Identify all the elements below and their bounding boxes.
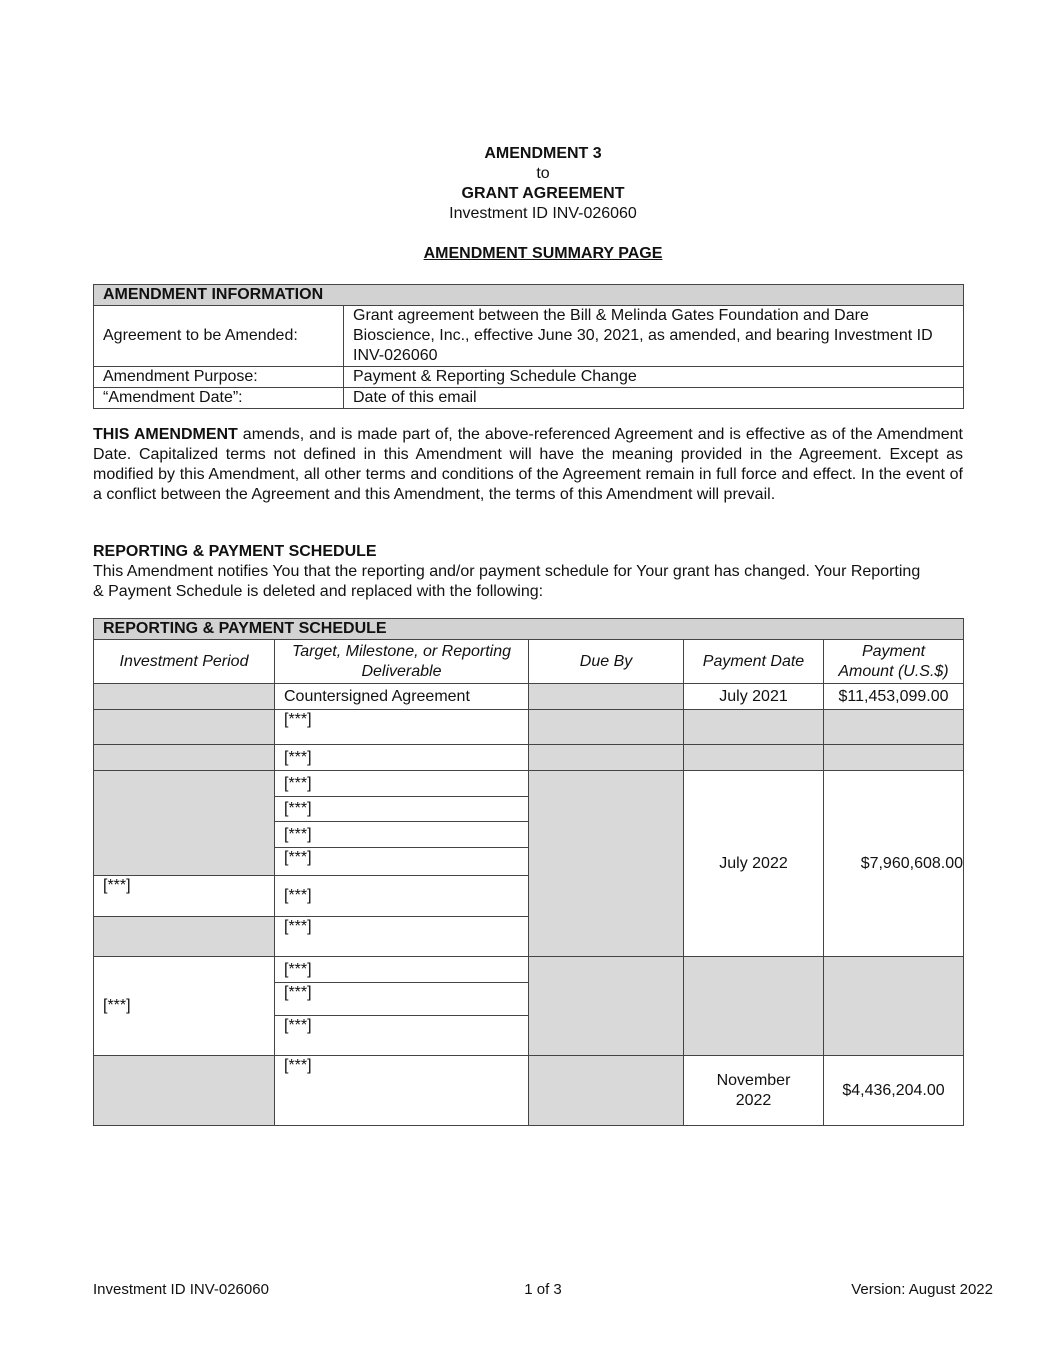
table-cell bbox=[824, 710, 964, 745]
redacted-deliverable: [***] bbox=[275, 917, 529, 957]
schedule-table-header: REPORTING & PAYMENT SCHEDULE bbox=[94, 619, 964, 640]
footer-investment-id: Investment ID INV-026060 bbox=[93, 1281, 269, 1298]
column-header: Payment Date bbox=[684, 640, 824, 684]
table-cell bbox=[684, 957, 824, 1056]
table-cell bbox=[529, 684, 684, 710]
column-header: Payment Amount (U.S.$) bbox=[824, 640, 964, 684]
payment-date-cell: November 2022 bbox=[684, 1056, 824, 1126]
table-cell bbox=[94, 684, 275, 710]
redacted-deliverable: [***] bbox=[275, 822, 529, 848]
table-cell bbox=[529, 1056, 684, 1126]
payment-date-cell: July 2021 bbox=[684, 684, 824, 710]
footer-version: Version: August 2022 bbox=[851, 1281, 993, 1298]
schedule-section-title: REPORTING & PAYMENT SCHEDULE bbox=[93, 543, 377, 560]
payment-amount-cell: $7,960,608.00 bbox=[824, 771, 964, 957]
redacted-deliverable: [***] bbox=[275, 745, 529, 771]
amendment-info-table bbox=[93, 284, 964, 409]
table-cell bbox=[94, 771, 275, 876]
redacted-deliverable: [***] bbox=[275, 797, 529, 822]
investment-id: Investment ID INV-026060 bbox=[449, 205, 637, 222]
payment-amount-cell: $11,453,099.00 bbox=[824, 684, 964, 710]
table-cell bbox=[529, 771, 684, 957]
table-cell bbox=[684, 745, 824, 771]
table-cell bbox=[94, 710, 275, 745]
redacted-deliverable: [***] bbox=[275, 983, 529, 1016]
amendment-intro-paragraph bbox=[93, 425, 963, 505]
heading-connector: to bbox=[536, 165, 550, 182]
column-header: Due By bbox=[529, 640, 684, 684]
schedule-section-description: This Amendment notifies You that the reporting and/or payment schedule for Your grant has changed. Your Reporting & Payment Schedule is deleted and replaced with the following: bbox=[93, 563, 921, 600]
redacted-deliverable: [***] bbox=[275, 876, 529, 917]
agreement-value: Grant agreement between the Bill & Melinda Gates Foundation and Dare Bioscience, Inc., effective June 30, 2021, as amended, and bearing Investment ID INV-026060 bbox=[344, 306, 964, 367]
payment-amount-cell: $4,436,204.00 bbox=[824, 1056, 964, 1126]
redacted-deliverable: [***] bbox=[275, 1056, 529, 1126]
footer-page-number: 1 of 3 bbox=[524, 1281, 562, 1298]
table-cell bbox=[529, 710, 684, 745]
table-cell bbox=[529, 957, 684, 1056]
agreement-label: Agreement to be Amended: bbox=[94, 306, 344, 367]
amendment-info-header: AMENDMENT INFORMATION bbox=[94, 285, 964, 306]
document-type: GRANT AGREEMENT bbox=[461, 185, 625, 202]
table-cell bbox=[824, 957, 964, 1056]
redacted-investment-period: [***] bbox=[94, 876, 275, 917]
purpose-value: Payment & Reporting Schedule Change bbox=[344, 367, 964, 388]
table-cell: Countersigned Agreement bbox=[275, 684, 529, 710]
redacted-deliverable: [***] bbox=[275, 957, 529, 983]
table-cell bbox=[529, 745, 684, 771]
redacted-deliverable: [***] bbox=[275, 1016, 529, 1056]
payment-date-cell: July 2022 bbox=[684, 771, 824, 957]
purpose-label: Amendment Purpose: bbox=[94, 367, 344, 388]
redacted-investment-period: [***] bbox=[94, 957, 275, 1056]
reporting-payment-schedule-table bbox=[93, 618, 964, 1126]
redacted-deliverable: [***] bbox=[275, 710, 529, 745]
amendment-number: AMENDMENT 3 bbox=[484, 145, 602, 162]
document-heading bbox=[0, 144, 1055, 224]
table-cell bbox=[94, 917, 275, 957]
table-cell bbox=[684, 710, 824, 745]
column-header: Investment Period bbox=[94, 640, 275, 684]
redacted-deliverable: [***] bbox=[275, 848, 529, 876]
table-cell bbox=[94, 745, 275, 771]
table-cell bbox=[94, 1056, 275, 1126]
intro-lead: THIS AMENDMENT bbox=[93, 426, 238, 443]
summary-page-title: AMENDMENT SUMMARY PAGE bbox=[423, 245, 663, 262]
intro-text: amends, and is made part of, the above-referenced Agreement and is effective as of the Amendment Date. Capitalized terms not defined in this Amendment will have the meaning provided in the Agreement. Except as modified by this Amendment, all other terms and conditions of the Agreement remain in full force and effect. In the event of a conflict between the Agreement and this Amendment, the terms of this Amendment will prevail. bbox=[93, 426, 963, 503]
redacted-deliverable: [***] bbox=[275, 771, 529, 797]
table-cell bbox=[824, 745, 964, 771]
amendment-date-label: “Amendment Date”: bbox=[94, 388, 344, 409]
column-header: Target, Milestone, or Reporting Deliverable bbox=[275, 640, 529, 684]
amendment-date-value: Date of this email bbox=[344, 388, 964, 409]
